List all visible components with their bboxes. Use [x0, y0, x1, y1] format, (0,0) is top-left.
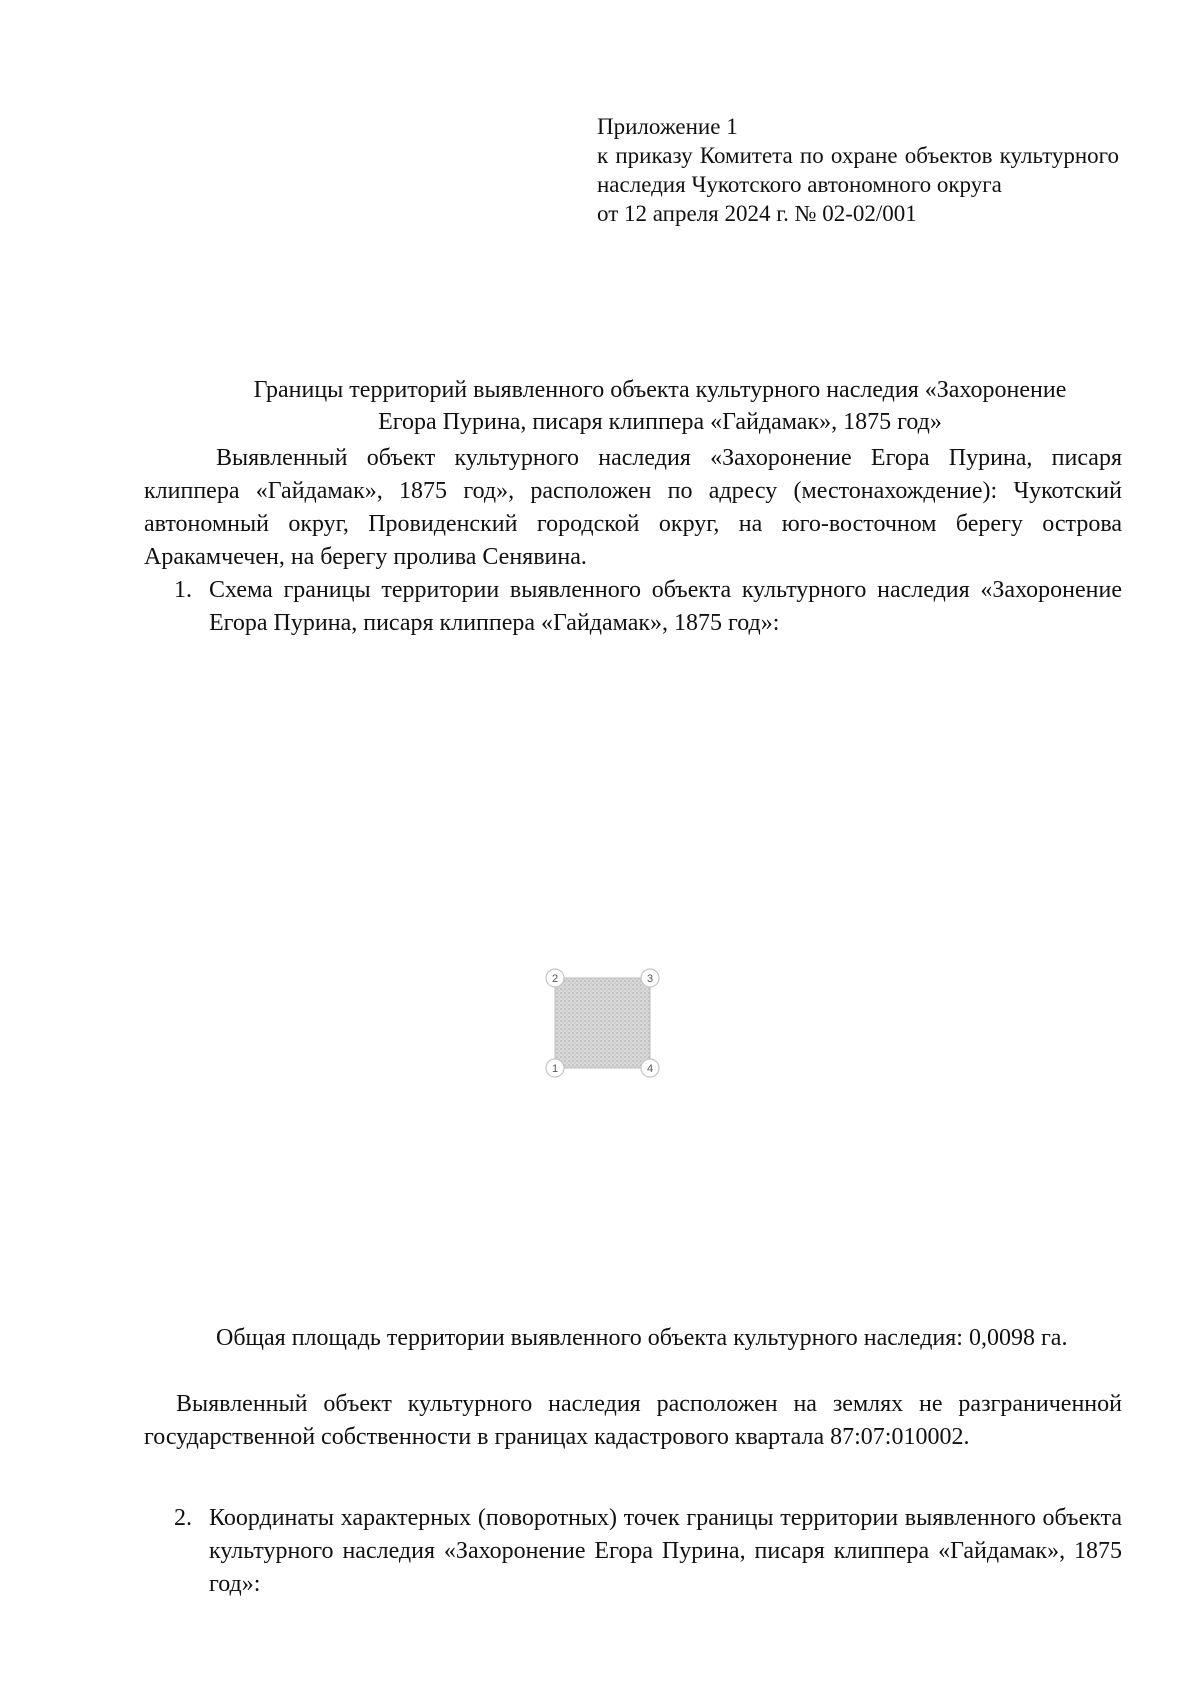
- boundary-scheme: [540, 960, 666, 1086]
- land-paragraph: Выявленный объект культурного наследия расположен на землях не разграниченной государственной собственности в границах кадастрового квартала 87:07:010002.: [144, 1391, 1122, 1450]
- boundary-point-1: [546, 1059, 564, 1077]
- point-label-1: 1: [551, 1063, 559, 1075]
- list-item-text: Схема границы территории выявленного объекта культурного наследия «Захоронение Егора Пурина, писаря клиппера «Гайдамак», 1875 год»:: [209, 577, 1122, 636]
- list-item-number: 2.: [174, 1505, 192, 1531]
- point-label-2: 2: [551, 973, 559, 985]
- boundary-point-3: [641, 969, 659, 987]
- list-item-text: Координаты характерных (поворотных) точек границы территории выявленного объекта культурного наследия «Захоронение Егора Пурина, писаря клиппера «Гайдамак», 1875 год»:: [209, 1505, 1122, 1597]
- annex-header: [597, 112, 1119, 228]
- document-title-line-2: Егора Пурина, писаря клиппера «Гайдамак», 1875 год»: [378, 409, 942, 435]
- annex-title: Приложение 1: [597, 114, 738, 139]
- document-title-line-1: Границы территорий выявленного объекта культурного наследия «Захоронение: [253, 377, 1067, 403]
- point-label-3: 3: [646, 973, 654, 985]
- list-item-coordinates: [144, 1502, 1122, 1601]
- intro-section: [144, 442, 1122, 574]
- annex-order-date: от 12 апреля 2024 г. № 02-02/001: [597, 201, 917, 226]
- annex-order-reference: к приказу Комитета по охране объектов культурного наследия Чукотского автономного округа: [597, 143, 1119, 197]
- territory-area: [555, 978, 650, 1068]
- list-item-number: 1.: [174, 577, 192, 603]
- land-section: [144, 1388, 1122, 1454]
- point-label-4: 4: [646, 1063, 654, 1075]
- boundary-point-4: [641, 1059, 659, 1077]
- list-item-scheme: [144, 574, 1122, 640]
- intro-paragraph: Выявленный объект культурного наследия «Захоронение Егора Пурина, писаря клиппера «Гайдамак», 1875 год», расположен по адресу (местонахождение): Чукотский автономный округ, Провиденский городской округ, на юго-восточном берегу острова Аракамчечен, на берегу пролива Сенявина.: [144, 445, 1122, 570]
- document-title: [180, 374, 1140, 438]
- boundary-point-2: [546, 969, 564, 987]
- area-paragraph: Общая площадь территории выявленного объекта культурного наследия: 0,0098 га.: [216, 1325, 1068, 1351]
- area-section: [144, 1322, 1122, 1355]
